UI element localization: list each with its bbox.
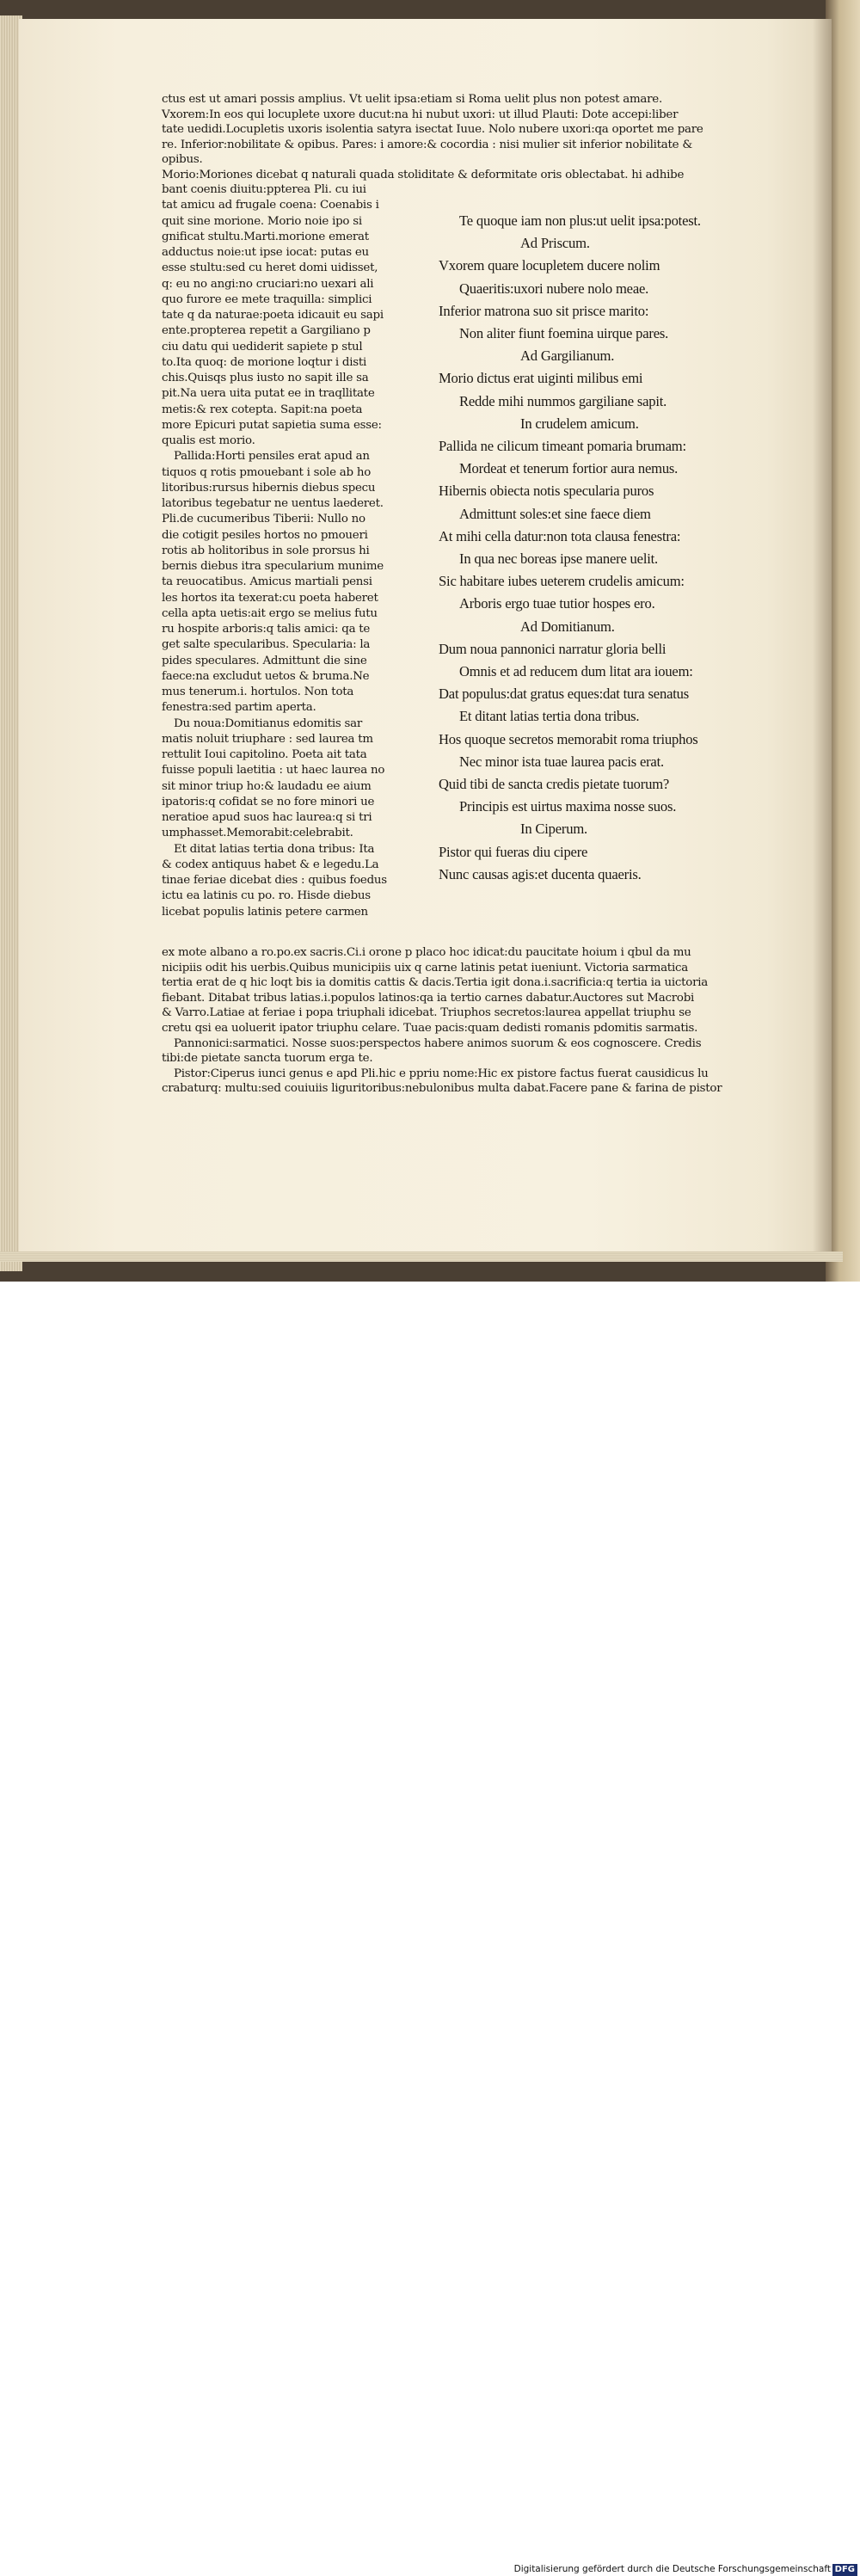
- commentary-line: tate q da naturae:poeta idicauit eu sapi: [162, 309, 384, 322]
- commentary-line: les hortos ita texerat:cu poeta haberet: [162, 591, 378, 605]
- commentary-line: sit minor triup ho:& laudadu ee aium: [162, 779, 372, 793]
- verse-line: Te quoque iam non plus:ut uelit ipsa:potest.: [459, 212, 701, 229]
- verse-line: Vxorem quare locupletem ducere nolim: [439, 257, 660, 274]
- commentary-line: quit sine morione. Morio noie ipo si: [162, 214, 362, 228]
- commentary-line: cretu qsi ea uoluerit ipator triuphu celare. Tuae pacis:quam dedisti romanis pdomitis sarmatis.: [162, 1022, 698, 1035]
- commentary-line: q: eu no angi:no cruciari:no uexari ali: [162, 277, 374, 291]
- commentary-line: licebat populis latinis petere carmen: [162, 905, 368, 919]
- commentary-line: ictu ea latinis cu po. ro. Hisde diebus: [162, 889, 371, 903]
- commentary-line: & codex antiquus habet & e legedu.La: [162, 858, 379, 871]
- commentary-line: faece:na excludut uetos & bruma.Ne: [162, 669, 370, 683]
- commentary-line: adductus noie:ut ipse iocat: putas eu: [162, 246, 369, 259]
- verse-line: Sic habitare iubes ueterem crudelis amicum:: [439, 573, 685, 590]
- commentary-line: umphasset.Memorabit:celebrabit.: [162, 827, 353, 840]
- commentary-line: Vxorem:In eos qui locuplete uxore ducut:na hi nubut uxori: ut illud Plauti: Dote accepi:liber: [162, 108, 679, 121]
- commentary-line: Et ditat latias tertia dona tribus: Ita: [174, 842, 375, 856]
- commentary-line: more Epicuri putat sapietia suma esse:: [162, 418, 382, 432]
- commentary-line: tibi:de pietate sancta tuorum erga te.: [162, 1052, 373, 1066]
- commentary-line: pit.Na uera uita putat ee in traqllitate: [162, 387, 375, 401]
- verse-line: Et ditant latias tertia dona tribus.: [459, 708, 640, 725]
- commentary-line: rettulit Ioui capitolino. Poeta ait tata: [162, 748, 367, 761]
- verse-line: Dum noua pannonici narratur gloria belli: [439, 640, 666, 657]
- commentary-line: gnificat stultu.Marti.morione emerat: [162, 230, 369, 243]
- commentary-line: pides speculares. Admittunt die sine: [162, 654, 367, 667]
- verse-line: Hibernis obiecta notis specularia puros: [439, 483, 654, 500]
- commentary-line: Morio:Moriones dicebat q naturali quada stoliditate & deformitate oris oblectabat. hi adhibe: [162, 169, 685, 181]
- verse-line: Omnis et ad reducem dum litat ara iouem:: [459, 663, 693, 679]
- commentary-line: litoribus:rursus hibernis diebus specu: [162, 481, 376, 495]
- commentary-line: tiquos q rotis pmouebant i sole ab ho: [162, 465, 372, 479]
- commentary-line: bernis diebus itra specularium munime: [162, 560, 384, 573]
- verse-line: In qua nec boreas ipse manere uelit.: [459, 550, 659, 567]
- commentary-line: bant coenis diuitu:ppterea Pli. cu iui: [162, 183, 366, 196]
- verse-line: Pallida ne cilicum timeant pomaria brumam:: [439, 438, 686, 454]
- verse-line: Non aliter fiunt foemina uirque pares.: [459, 325, 669, 341]
- commentary-line: Du noua:Domitianus edomitis sar: [174, 716, 363, 730]
- verse-line: Pistor qui fueras diu cipere: [439, 843, 588, 860]
- verse-line: Nunc causas agis:et ducenta quaeris.: [439, 865, 642, 882]
- verse-line: Quid tibi de sancta credis pietate tuorum?: [439, 776, 670, 792]
- verse-line: Nec minor ista tuae laurea pacis erat.: [459, 753, 664, 770]
- commentary-line: Pallida:Horti pensiles erat apud an: [174, 450, 370, 464]
- verse-heading: Ad Domitianum.: [520, 618, 615, 635]
- verse-line: Dat populus:dat gratus eques:dat tura senatus: [439, 685, 690, 703]
- commentary-line: quo furore ee mete traquilla: simplici: [162, 292, 372, 306]
- commentary-line: matis noluit triuphare : sed laurea tm: [162, 732, 373, 746]
- verse-line: Admittunt soles:et sine faece diem: [459, 505, 651, 522]
- commentary-line: Pli.de cucumeribus Tiberii: Nullo no: [162, 513, 366, 526]
- verse-line: Redde mihi nummos gargiliane sapit.: [459, 392, 667, 409]
- commentary-line: ciu datu qui uediderit sapiete p stul: [162, 340, 363, 354]
- commentary-line: rotis ab holitoribus in sole prorsus hi: [162, 544, 370, 557]
- commentary-line: tinae feriae dicebat dies : quibus foedus: [162, 874, 387, 887]
- dfg-logo: DFG: [832, 2564, 857, 2576]
- footer-bar: [0, 1282, 860, 2574]
- verse-line: At mihi cella datur:non tota clausa fenestra:: [439, 527, 681, 544]
- verse-heading: Ad Gargilianum.: [520, 347, 615, 365]
- commentary-line: cella apta uetis:ait ergo se melius futu: [162, 606, 378, 620]
- verse-line: Inferior matrona suo sit prisce marito:: [439, 302, 649, 319]
- commentary-line: tate uedidi.Locupletis uxoris isolentia satyra isectat Iuue. Nolo nubere uxori:qa oportet me pare: [162, 123, 703, 137]
- verse-line: Mordeat et tenerum fortior aura nemus.: [459, 460, 679, 477]
- verse-heading: Ad Priscum.: [520, 235, 590, 252]
- commentary-line: get salte specularibus. Specularia: la: [162, 638, 371, 652]
- verse-line: Hos quoque secretos memorabit roma triuphos: [439, 730, 698, 747]
- commentary-line: & Varro.Latiae at feriae i popa triuphali idicebat. Triuphos secretos:laurea appellat triuphu se: [162, 1006, 691, 1020]
- commentary-line: tertia erat de q hic loqt bis ia domitis cattis & dacis.Tertia igit dona.i.sacrificia:q tertia ia uictoria: [162, 976, 709, 990]
- commentary-line: ru hospite arboris:q talis amici: qa te: [162, 623, 371, 636]
- commentary-line: metis:& rex cotepta. Sapit:na poeta: [162, 403, 363, 416]
- page-edges-bottom: [0, 1251, 843, 1262]
- verse-heading: In crudelem amicum.: [520, 415, 639, 432]
- commentary-line: fuisse populi laetitia : ut haec laurea no: [162, 764, 385, 778]
- commentary-line: neratioe apud suos hac laurea:q si tri: [162, 811, 372, 824]
- commentary-line: die cotigit pesiles hortos no pmoueri: [162, 528, 368, 542]
- commentary-line: crabaturq: multu:sed couiuiis liguritoribus:nebulonibus multa dabat.Facere pane & farina de pistor: [162, 1082, 722, 1096]
- commentary-line: esse stultu:sed cu heret domi uidisset,: [162, 261, 378, 275]
- commentary-line: latoribus tegebatur ne uentus laederet.: [162, 497, 384, 510]
- commentary-line: mus tenerum.i. hortulos. Non tota: [162, 685, 354, 698]
- commentary-line: ipatoris:q cofidat se no fore minori ue: [162, 795, 375, 808]
- verse-line: Arboris ergo tuae tutior hospes ero.: [459, 595, 655, 612]
- commentary-line: ente.propterea repetit a Gargiliano p: [162, 324, 371, 338]
- verse-line: Quaeritis:uxori nubere nolo meae.: [459, 280, 649, 297]
- commentary-line: qualis est morio.: [162, 434, 255, 447]
- commentary-line: Pannonici:sarmatici. Nosse suos:perspectos habere animos suorum & eos cognoscere. Credis: [174, 1036, 702, 1050]
- commentary-line: ex mote albano a ro.po.ex sacris.Ci.i orone p placo hoc idicat:du paucitate hoium i qbul da mu: [162, 946, 691, 959]
- verse-line: Principis est uirtus maxima nosse suos.: [459, 798, 677, 815]
- verse-heading: In Ciperum.: [520, 821, 587, 838]
- commentary-line: chis.Quisqs plus iusto no sapit ille sa: [162, 372, 369, 384]
- commentary-line: tat amicu ad frugale coena: Coenabis i: [162, 199, 379, 212]
- verse-line: Morio dictus erat uiginti milibus emi: [439, 370, 643, 387]
- page-gutter-shadow: [813, 19, 832, 1256]
- commentary-line: opibus.: [162, 153, 203, 167]
- commentary-line: Pistor:Ciperus iunci genus e apd Pli.hic e ppriu nome:Hic ex pistore factus fuerat causidicus lu: [174, 1067, 709, 1080]
- commentary-line: ta reuocatibus. Amicus martiali pensi: [162, 575, 372, 589]
- commentary-line: nicipiis odit his uerbis.Quibus municipiis uix q carne latinis petat iueniunt. Victoria sarmatica: [162, 961, 688, 974]
- commentary-line: re. Inferior:nobilitate & opibus. Pares: i amore:& cocordia : nisi mulier sit inferior nobilitate &: [162, 138, 693, 151]
- commentary-line: fiebant. Ditabat tribus latias.i.populos latinos:qa ia tertio carnes dabatur.Auctores sut Macrobi: [162, 991, 695, 1005]
- commentary-line: to.Ita quoq: de morione loqtur i disti: [162, 355, 367, 369]
- commentary-line: fenestra:sed partim aperta.: [162, 701, 316, 715]
- commentary-line: ctus est ut amari possis amplius. Vt uelit ipsa:etiam si Roma uelit plus non potest amare.: [162, 93, 662, 106]
- scan-background: [0, 0, 860, 1282]
- footer-credit: Digitalisierung gefördert durch die Deutsche Forschungsgemeinschaft: [513, 2564, 831, 2574]
